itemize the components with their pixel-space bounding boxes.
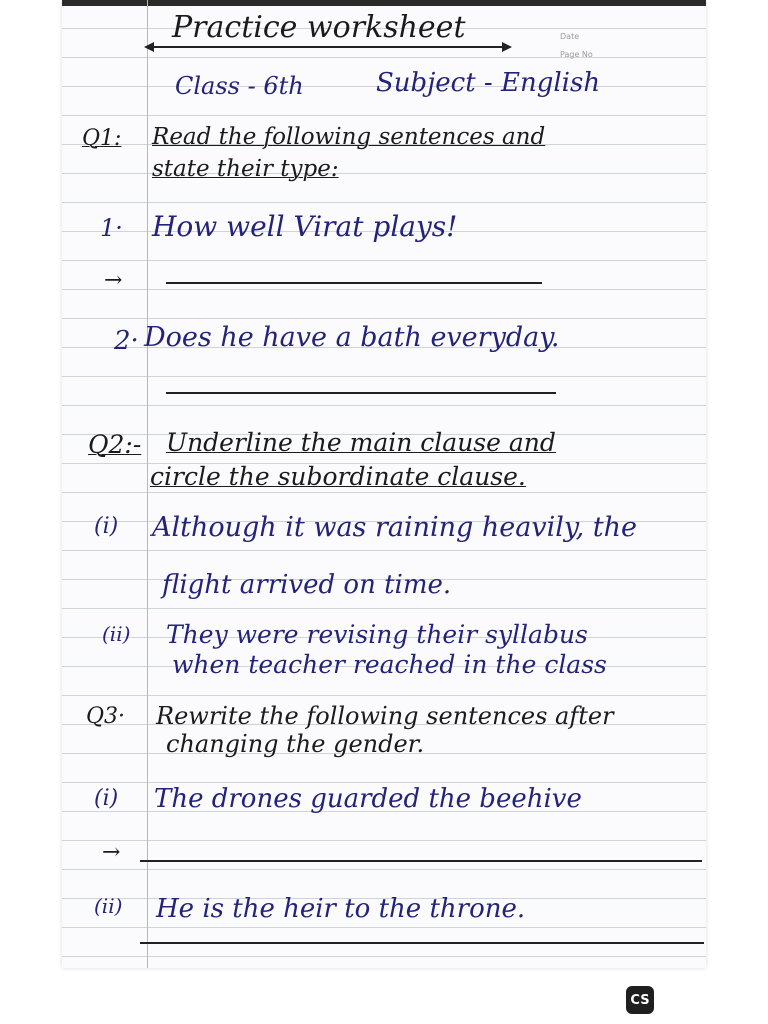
- q3-item1-answer-line: [140, 860, 702, 862]
- q2-item2-line2: when teacher reached in the class: [172, 650, 607, 679]
- q2-item1-line1: Although it was raining heavily, the: [152, 512, 637, 543]
- camscanner-logo: CS: [626, 986, 654, 1014]
- q2-item1-marker: (i): [94, 514, 119, 539]
- q3-instruction-line2: changing the gender.: [166, 730, 425, 758]
- q3-item1-text: The drones guarded the beehive: [154, 784, 582, 814]
- q1-item1-marker: 1·: [100, 214, 123, 242]
- q3-item1-marker: (i): [94, 786, 119, 811]
- q2-number: Q2:-: [88, 430, 142, 459]
- q3-item2-text: He is the heir to the throne.: [156, 894, 526, 924]
- date-label: Date: [560, 32, 580, 41]
- q3-instruction-line1: Rewrite the following sentences after: [156, 702, 614, 730]
- q2-item2-line1: They were revising their syllabus: [166, 620, 588, 649]
- q1-instruction-line1: Read the following sentences and: [152, 124, 546, 150]
- q2-instruction-line2: circle the subordinate clause.: [150, 462, 526, 491]
- title-arrow-line: [150, 46, 504, 48]
- q3-item1-answer-arrow-icon: →: [102, 840, 121, 865]
- q1-item1-answer-arrow-icon: →: [104, 268, 123, 293]
- margin-line: [147, 0, 148, 968]
- page-top-edge: [62, 0, 706, 6]
- q1-item2-text: Does he have a bath everyday.: [144, 322, 560, 353]
- class-label: Class - 6th: [175, 72, 304, 100]
- q1-item2-answer-line: [166, 392, 556, 394]
- q3-item2-marker: (ii): [94, 894, 123, 918]
- title-arrow-left-icon: [144, 42, 154, 52]
- q1-item2-marker: 2·: [114, 326, 139, 356]
- q1-item1-answer-line: [166, 282, 542, 284]
- q3-number: Q3·: [86, 704, 126, 729]
- q1-instruction-line2: state their type:: [152, 156, 339, 182]
- q3-item2-answer-line: [140, 942, 704, 944]
- worksheet-title: Practice worksheet: [172, 10, 466, 45]
- subject-label: Subject - English: [376, 68, 601, 98]
- q2-item2-marker: (ii): [102, 622, 131, 646]
- q1-number: Q1:: [82, 126, 122, 151]
- title-arrow-right-icon: [502, 42, 512, 52]
- page-number-label: Page No: [560, 50, 593, 59]
- q2-instruction-line1: Underline the main clause and: [166, 428, 556, 457]
- q2-item1-line2: flight arrived on time.: [162, 570, 452, 600]
- q1-item1-text: How well Virat plays!: [152, 210, 458, 243]
